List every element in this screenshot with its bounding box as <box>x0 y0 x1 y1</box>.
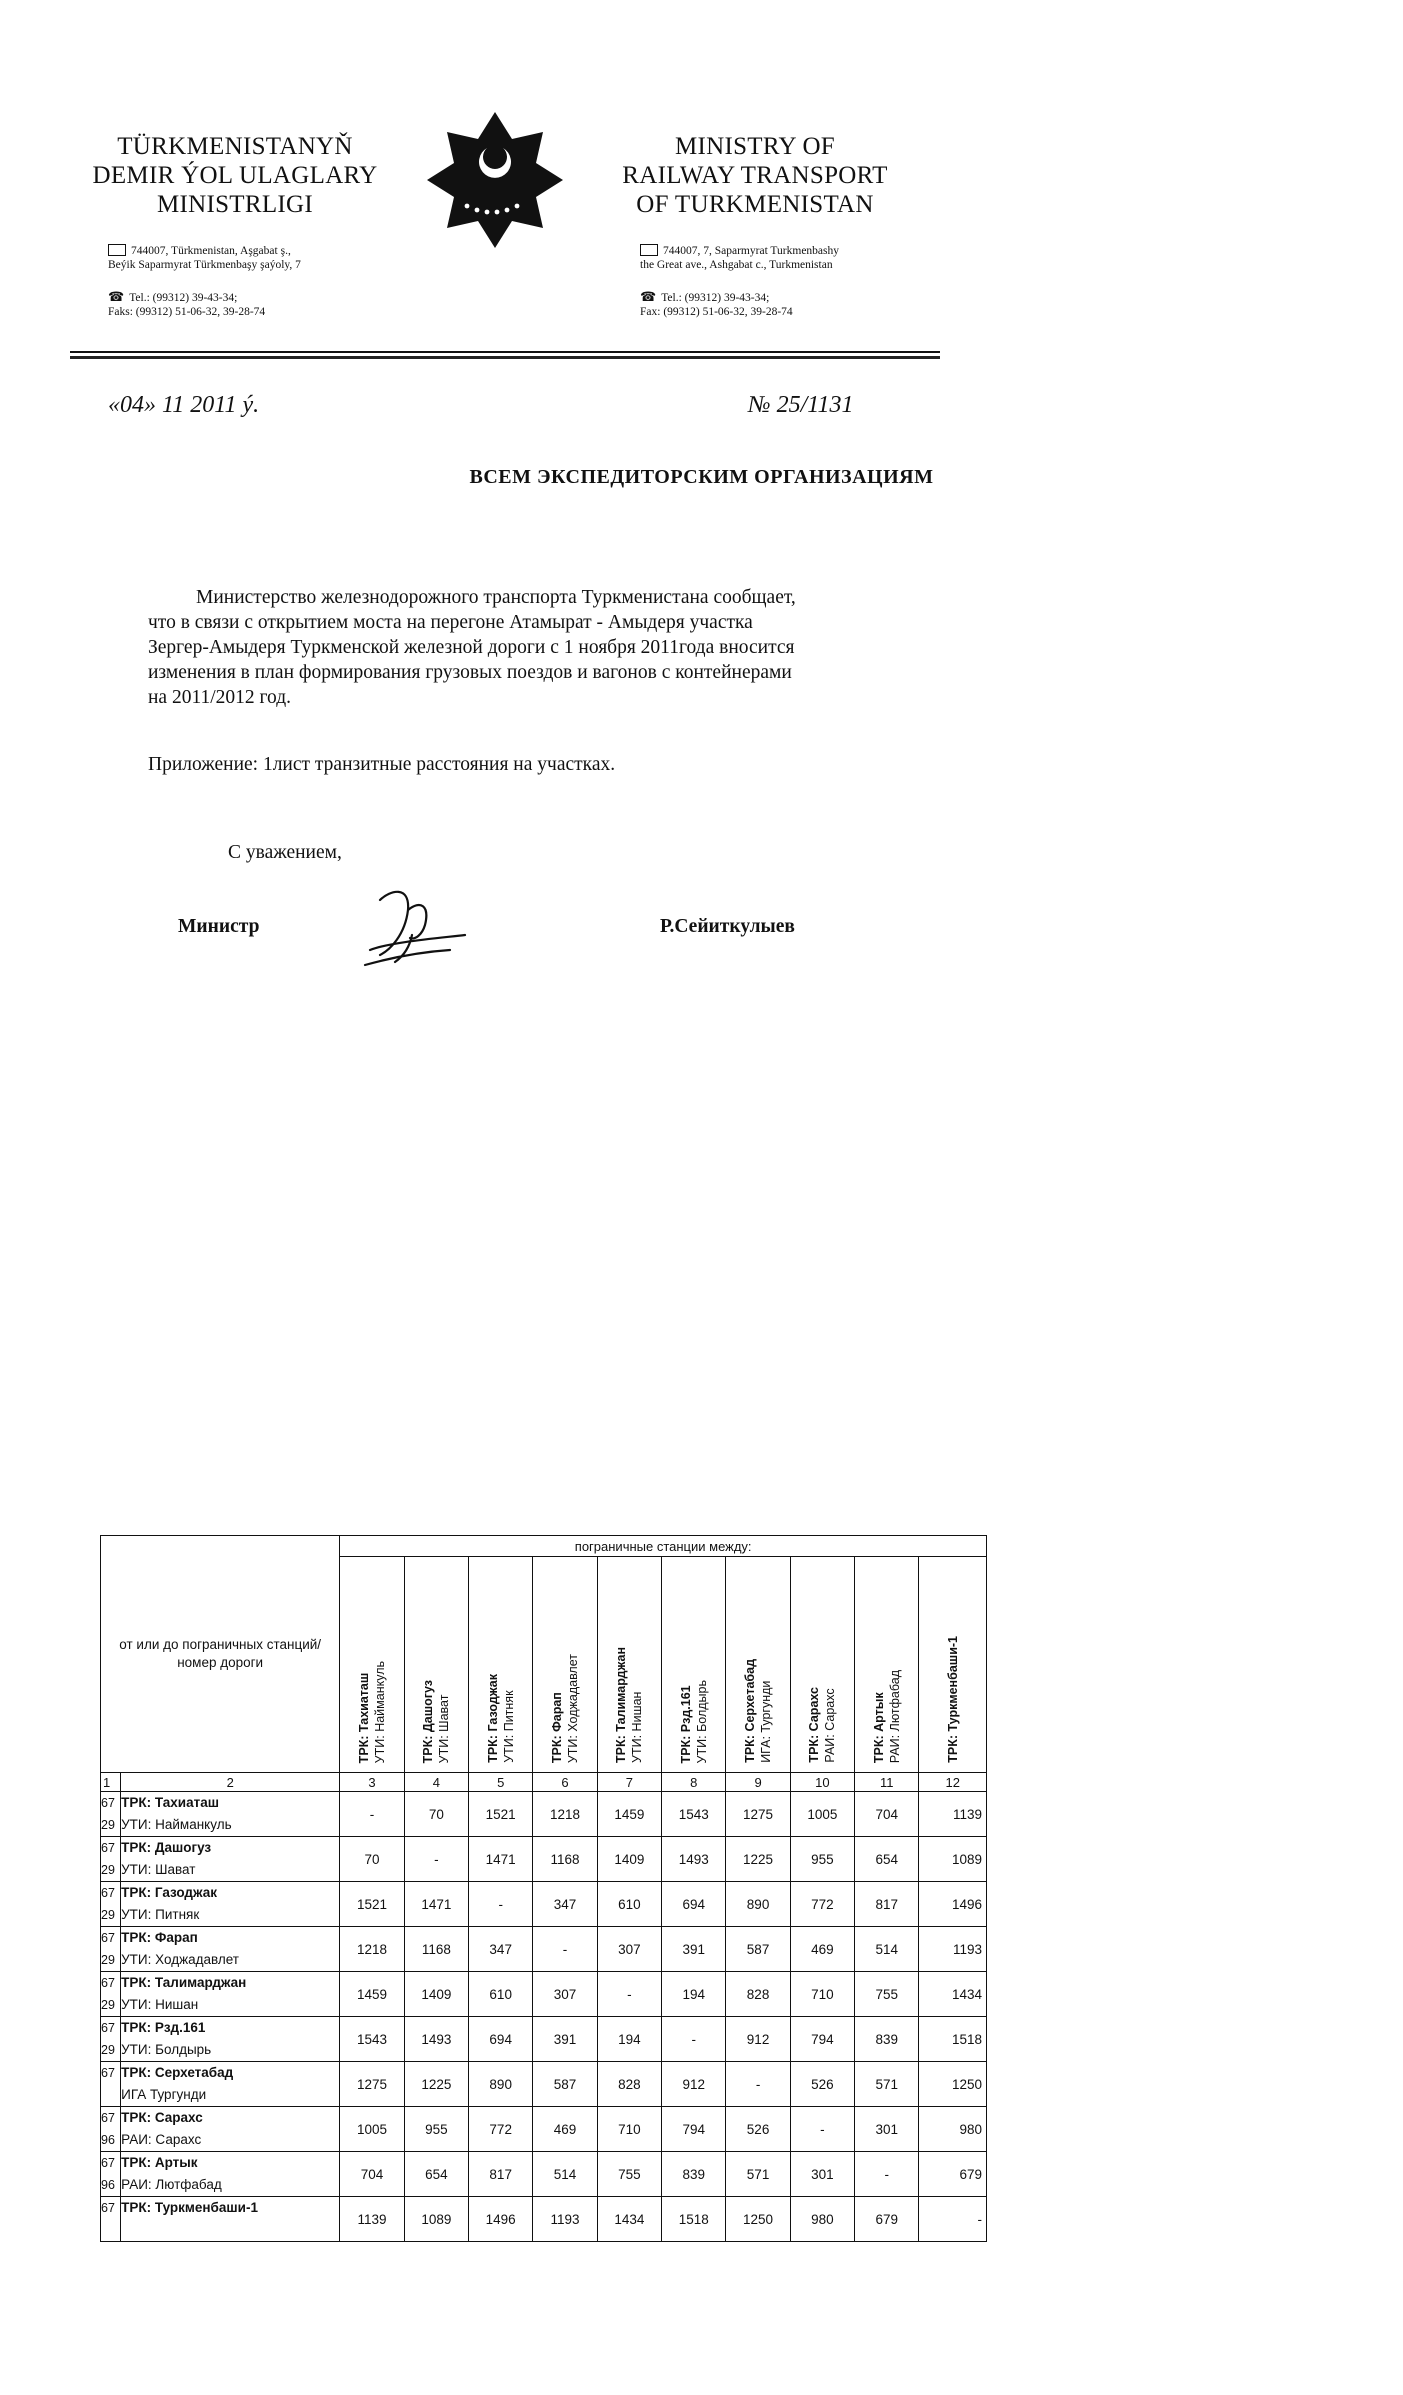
body-line: Зергер-Амыдеря Туркменской железной дороги с 1 ноября 2011года вносится <box>148 637 795 658</box>
column-header <box>726 1557 790 1773</box>
column-header-text <box>613 1641 645 1769</box>
station-foreign-name: РАИ: Лютфабад <box>121 2177 222 2192</box>
distance-cell: 1493 <box>662 1837 726 1882</box>
column-header <box>340 1557 404 1773</box>
distance-cell: 1193 <box>533 2197 597 2242</box>
distance-cell: 1518 <box>919 2017 987 2062</box>
column-header-text <box>678 1674 710 1769</box>
road-code: 67 <box>101 1976 115 1990</box>
distance-cell: - <box>919 2197 987 2242</box>
column-header-trk-station: ТРК: Дашогуз <box>421 1679 436 1763</box>
column-header <box>790 1557 854 1773</box>
road-code: 67 <box>101 2156 115 2170</box>
phone-turkmen <box>108 290 438 319</box>
column-header-trk-station: ТРК: Серхетабад <box>743 1659 758 1763</box>
distance-cell: 817 <box>469 2152 533 2197</box>
distance-cell: 1275 <box>726 1792 790 1837</box>
distance-cell: 694 <box>662 1882 726 1927</box>
station-foreign-name: РАИ: Сарахс <box>121 2132 202 2147</box>
station-name-cell <box>121 2062 340 2107</box>
header-left-line-3: MINISTRLIGI <box>156 191 314 218</box>
station-trk-name: ТРК: Талимарджан <box>121 1975 247 1990</box>
table-row <box>101 2107 987 2152</box>
distance-cell: 571 <box>726 2152 790 2197</box>
station-trk-name: ТРК: Тахиаташ <box>121 1795 219 1810</box>
distance-cell: 1496 <box>919 1882 987 1927</box>
road-code: 67 <box>101 1796 115 1810</box>
road-code: 67 <box>101 2066 115 2080</box>
road-code-cell <box>101 2197 121 2242</box>
address-right-line-2: the Great ave., Ashgabat c., Turkmenistan <box>640 259 833 271</box>
distance-cell: 912 <box>726 2017 790 2062</box>
column-number: 9 <box>726 1773 790 1792</box>
distance-cell: 610 <box>469 1972 533 2017</box>
distance-cell: 694 <box>469 2017 533 2062</box>
column-header-trk-station: ТРК: Артык <box>871 1692 886 1763</box>
header-right-line-2: RAILWAY TRANSPORT <box>622 162 888 189</box>
phone-right-line-2: Fax: (99312) 51-06-32, 39-28-74 <box>640 306 793 318</box>
table-row <box>101 2062 987 2107</box>
column-header <box>469 1557 533 1773</box>
column-header-trk-station: ТРК: Сарахс <box>807 1687 822 1763</box>
distance-cell: 1225 <box>726 1837 790 1882</box>
distance-cell: 839 <box>662 2152 726 2197</box>
envelope-icon <box>108 244 126 256</box>
column-header-foreign-station: УТИ: Питняк <box>501 1690 516 1763</box>
road-code-cell <box>101 2107 121 2152</box>
road-code-cell <box>101 1837 121 1882</box>
distance-cell: - <box>340 1792 404 1837</box>
closing-regards: С уважением, <box>228 842 342 863</box>
address-turkmen <box>108 244 428 272</box>
distance-cell: 1139 <box>919 1792 987 1837</box>
column-header-text <box>485 1668 517 1769</box>
appendix-note: Приложение: 1лист транзитные расстояния на участках. <box>148 754 616 775</box>
road-code-cell <box>101 2062 121 2107</box>
distance-cell: 794 <box>790 2017 854 2062</box>
station-foreign-name: УТИ: Болдырь <box>121 2042 212 2057</box>
station-name-cell <box>121 1972 340 2017</box>
phone-right-line-1: Tel.: (99312) 39-43-34; <box>661 292 770 304</box>
distance-cell: 704 <box>340 2152 404 2197</box>
station-trk-name: ТРК: Туркменбаши-1 <box>121 2200 258 2215</box>
road-code-cell <box>101 1792 121 1837</box>
column-header-trk-station: ТРК: Тахиаташ <box>357 1672 371 1763</box>
distance-cell: 1518 <box>662 2197 726 2242</box>
distance-cell: 794 <box>662 2107 726 2152</box>
distance-cell: 301 <box>855 2107 919 2152</box>
column-header <box>662 1557 726 1773</box>
distance-cell: 710 <box>790 1972 854 2017</box>
road-code-cell <box>101 2152 121 2197</box>
road-code <box>101 2084 120 2106</box>
column-number: 12 <box>919 1773 987 1792</box>
distance-cell: 828 <box>597 2062 661 2107</box>
column-header <box>533 1557 597 1773</box>
column-header-text <box>420 1674 452 1769</box>
body-line: что в связи с открытием моста на перегоне Атамырат - Амыдеря участка <box>148 612 753 633</box>
distance-cell: 1250 <box>919 2062 987 2107</box>
column-header-text <box>871 1664 903 1769</box>
column-header <box>855 1557 919 1773</box>
station-trk-name: ТРК: Газоджак <box>121 1885 218 1900</box>
column-number: 5 <box>469 1773 533 1792</box>
row-header-caption <box>101 1536 340 1773</box>
letter-body <box>148 585 948 710</box>
distance-cell: - <box>404 1837 468 1882</box>
distance-cell: 194 <box>662 1972 726 2017</box>
distance-cell: 1409 <box>404 1972 468 2017</box>
column-number: 10 <box>790 1773 854 1792</box>
ministry-name-turkmen <box>70 132 400 219</box>
distance-cell: 828 <box>726 1972 790 2017</box>
distance-cell: 514 <box>855 1927 919 1972</box>
column-header-trk-station: ТРК: Газоджак <box>485 1674 500 1763</box>
column-number: 4 <box>404 1773 468 1792</box>
distance-cell: 1459 <box>597 1792 661 1837</box>
column-header-text <box>806 1681 838 1769</box>
distance-cell: 955 <box>790 1837 854 1882</box>
boundary-stations-header: пограничные станции между: <box>340 1536 987 1557</box>
distance-cell: 347 <box>533 1882 597 1927</box>
distance-cell: 70 <box>404 1792 468 1837</box>
distance-cell: 654 <box>855 1837 919 1882</box>
distance-cell: 307 <box>533 1972 597 2017</box>
distance-cell: 469 <box>533 2107 597 2152</box>
distance-cell: 755 <box>597 2152 661 2197</box>
header-left-line-2: DEMIR ÝOL ULAGLARY <box>92 162 378 189</box>
distance-cell: 1521 <box>340 1882 404 1927</box>
station-trk-name: ТРК: Серхетабад <box>121 2065 234 2080</box>
road-code: 67 <box>101 2021 115 2035</box>
table-row <box>101 1972 987 2017</box>
distance-cell: 1496 <box>469 2197 533 2242</box>
address-right-line-1: 744007, 7, Saparmyrat Turkmenbashy <box>663 245 840 257</box>
distance-cell: 1459 <box>340 1972 404 2017</box>
distance-cell: 526 <box>790 2062 854 2107</box>
distance-cell: 679 <box>855 2197 919 2242</box>
column-header <box>919 1557 987 1773</box>
station-name-cell <box>121 1837 340 1882</box>
letterhead-divider-top <box>70 351 940 353</box>
column-header-foreign-station: УТИ: Шават <box>437 1694 452 1763</box>
distance-cell: 1218 <box>533 1792 597 1837</box>
column-header-trk-station: ТРК: Талимарджан <box>614 1647 629 1763</box>
road-code-cell <box>101 1972 121 2017</box>
road-code: 29 <box>101 1953 115 1967</box>
handwritten-signature <box>350 880 480 980</box>
distance-cell: 980 <box>919 2107 987 2152</box>
distance-cell: 307 <box>597 1927 661 1972</box>
distance-cell: 912 <box>662 2062 726 2107</box>
road-code: 29 <box>101 1908 115 1922</box>
station-foreign-name: УТИ: Нишан <box>121 1997 199 2012</box>
body-line: изменения в план формирования грузовых поездов и вагонов с контейнерами <box>148 662 792 683</box>
distance-cell: 391 <box>533 2017 597 2062</box>
distance-cell: 1089 <box>404 2197 468 2242</box>
table-row <box>101 1837 987 1882</box>
distance-cell: 391 <box>662 1927 726 1972</box>
distance-cell: 1005 <box>790 1792 854 1837</box>
column-header-foreign-station: РАИ: Лютфабад <box>887 1669 902 1763</box>
column-header-foreign-station: УТИ: Болдырь <box>694 1679 709 1763</box>
station-name-cell <box>121 2107 340 2152</box>
road-code-cell <box>101 1927 121 1972</box>
distance-cell: - <box>726 2062 790 2107</box>
station-trk-name: ТРК: Фарап <box>121 1930 198 1945</box>
road-code: 67 <box>101 2201 115 2215</box>
distance-cell: 469 <box>790 1927 854 1972</box>
table-row <box>101 2197 987 2242</box>
header-right-line-1: MINISTRY OF <box>674 133 836 160</box>
header-left-line-1: TÜRKMENISTANYŇ <box>117 133 353 160</box>
distance-cell: 347 <box>469 1927 533 1972</box>
station-foreign-name: УТИ: Найманкуль <box>121 1817 232 1832</box>
column-number: 6 <box>533 1773 597 1792</box>
column-header <box>597 1557 661 1773</box>
station-name-cell <box>121 1882 340 1927</box>
column-number: 1 <box>101 1773 121 1792</box>
column-header-foreign-station: УТИ: Нишан <box>630 1691 645 1763</box>
header-right-line-3: OF TURKMENISTAN <box>636 191 874 218</box>
distance-cell: 1471 <box>469 1837 533 1882</box>
address-left-line-1: 744007, Türkmenistan, Aşgabat ş., <box>131 245 291 257</box>
distance-cell: 1218 <box>340 1927 404 1972</box>
column-header-foreign-station: УТИ: Ходжадавлет <box>566 1653 581 1763</box>
distance-cell: 1521 <box>469 1792 533 1837</box>
station-foreign-name: УТИ: Питняк <box>121 1907 200 1922</box>
transit-distance-table <box>100 1535 987 2242</box>
distance-cell: 1275 <box>340 2062 404 2107</box>
body-line: Министерство железнодорожного транспорта Туркменистана сообщает, <box>196 587 796 608</box>
road-code-cell <box>101 1882 121 1927</box>
distance-cell: 839 <box>855 2017 919 2062</box>
distance-cell: 526 <box>726 2107 790 2152</box>
column-header-foreign-station: ИГА: Тургунди <box>759 1680 774 1763</box>
document-reference-number: № 25/1131 <box>748 392 854 418</box>
distance-cell: 194 <box>597 2017 661 2062</box>
address-english <box>640 244 960 272</box>
distance-cell: 1168 <box>404 1927 468 1972</box>
distance-cell: 755 <box>855 1972 919 2017</box>
column-header-foreign-station: УТИ: Найманкуль <box>373 1660 387 1763</box>
column-header-trk-station: ТРК: Фарап <box>550 1692 565 1763</box>
road-code: 29 <box>101 1863 115 1877</box>
distance-cell: 890 <box>726 1882 790 1927</box>
station-trk-name: ТРК: Сарахс <box>121 2110 203 2125</box>
station-name-cell <box>121 1792 340 1837</box>
road-code: 96 <box>101 2133 115 2147</box>
column-header <box>404 1557 468 1773</box>
distance-cell: 1193 <box>919 1927 987 1972</box>
column-header-text <box>945 1630 961 1769</box>
table-row <box>101 1882 987 1927</box>
distance-cell: 1005 <box>340 2107 404 2152</box>
column-header-trk-station: ТРК: Рзд.161 <box>678 1684 693 1763</box>
road-code: 29 <box>101 1818 115 1832</box>
station-trk-name: ТРК: Артык <box>121 2155 198 2170</box>
distance-cell: - <box>469 1882 533 1927</box>
distance-cell: 1250 <box>726 2197 790 2242</box>
phone-english <box>640 290 970 319</box>
column-number: 8 <box>662 1773 726 1792</box>
column-header-text <box>549 1648 581 1769</box>
column-header-trk-station: ТРК: Туркменбаши-1 <box>945 1636 960 1763</box>
road-code-cell <box>101 2017 121 2062</box>
road-code: 67 <box>101 1886 115 1900</box>
column-number: 2 <box>121 1773 340 1792</box>
distance-cell: 1139 <box>340 2197 404 2242</box>
ministry-name-english <box>590 132 920 219</box>
distance-cell: 710 <box>597 2107 661 2152</box>
station-foreign-name: УТИ: Ходжадавлет <box>121 1952 239 1967</box>
road-code <box>101 2219 120 2241</box>
distance-cell: 1089 <box>919 1837 987 1882</box>
station-foreign-name: УТИ: Шават <box>121 1862 196 1877</box>
road-code: 96 <box>101 2178 115 2192</box>
distance-cell: 610 <box>597 1882 661 1927</box>
distance-cell: 1543 <box>662 1792 726 1837</box>
distance-cell: 70 <box>340 1837 404 1882</box>
telephone-icon: ☎ <box>108 289 125 304</box>
column-header-text <box>356 1655 388 1769</box>
distance-cell: 1543 <box>340 2017 404 2062</box>
station-foreign-name <box>121 2219 339 2241</box>
state-emblem-icon <box>425 110 565 250</box>
column-header-text <box>742 1653 774 1769</box>
letterhead-divider-bottom <box>70 356 940 359</box>
telephone-icon: ☎ <box>640 289 657 304</box>
road-code: 29 <box>101 2043 115 2057</box>
road-code: 67 <box>101 1841 115 1855</box>
distance-cell: 772 <box>469 2107 533 2152</box>
distance-cell: 955 <box>404 2107 468 2152</box>
distance-cell: 1471 <box>404 1882 468 1927</box>
distance-cell: - <box>662 2017 726 2062</box>
phone-left-line-1: Tel.: (99312) 39-43-34; <box>129 292 238 304</box>
distance-cell: 654 <box>404 2152 468 2197</box>
station-trk-name: ТРК: Дашогуз <box>121 1840 212 1855</box>
station-name-cell <box>121 2152 340 2197</box>
distance-cell: 1225 <box>404 2062 468 2107</box>
road-code: 67 <box>101 2111 115 2125</box>
column-header-foreign-station: РАИ: Сарахс <box>823 1688 838 1763</box>
distance-cell: - <box>533 1927 597 1972</box>
distance-cell: 514 <box>533 2152 597 2197</box>
distance-cell: 980 <box>790 2197 854 2242</box>
station-trk-name: ТРК: Рзд.161 <box>121 2020 206 2035</box>
table-row <box>101 1927 987 1972</box>
signatory-name: Р.Сейиткулыев <box>660 916 795 937</box>
signatory-title: Министр <box>178 916 260 937</box>
distance-cell: 817 <box>855 1882 919 1927</box>
table-row <box>101 2017 987 2062</box>
distance-cell: 1434 <box>919 1972 987 2017</box>
station-name-cell <box>121 1927 340 1972</box>
distance-cell: 772 <box>790 1882 854 1927</box>
road-code: 29 <box>101 1998 115 2012</box>
phone-left-line-2: Faks: (99312) 51-06-32, 39-28-74 <box>108 306 266 318</box>
distance-cell: - <box>855 2152 919 2197</box>
row-header-text: от или до пограничных станций/ номер дороги <box>119 1637 322 1670</box>
body-line: на 2011/2012 год. <box>148 687 292 708</box>
distance-cell: - <box>790 2107 854 2152</box>
column-number: 3 <box>340 1773 404 1792</box>
distance-cell: 1168 <box>533 1837 597 1882</box>
distance-cell: 571 <box>855 2062 919 2107</box>
distance-cell: 704 <box>855 1792 919 1837</box>
distance-cell: 679 <box>919 2152 987 2197</box>
distance-cell: - <box>597 1972 661 2017</box>
addressee-heading: ВСЕМ ЭКСПЕДИТОРСКИМ ОРГАНИЗАЦИЯМ <box>469 466 934 488</box>
distance-cell: 1434 <box>597 2197 661 2242</box>
station-name-cell <box>121 2017 340 2062</box>
document-date: «04» 11 2011 ý. <box>108 392 260 418</box>
distance-cell: 587 <box>533 2062 597 2107</box>
distance-cell: 587 <box>726 1927 790 1972</box>
distance-cell: 301 <box>790 2152 854 2197</box>
distance-cell: 890 <box>469 2062 533 2107</box>
table-row <box>101 2152 987 2197</box>
column-number: 7 <box>597 1773 661 1792</box>
distance-cell: 1493 <box>404 2017 468 2062</box>
envelope-icon <box>640 244 658 256</box>
station-name-cell <box>121 2197 340 2242</box>
transit-distance-table-wrapper <box>100 1535 987 2240</box>
column-number: 11 <box>855 1773 919 1792</box>
table-row <box>101 1792 987 1837</box>
station-foreign-name: ИГА Тургунди <box>121 2087 207 2102</box>
address-left-line-2: Beýik Saparmyrat Türkmenbaşy şaýoly, 7 <box>108 259 301 271</box>
road-code: 67 <box>101 1931 115 1945</box>
distance-cell: 1409 <box>597 1837 661 1882</box>
